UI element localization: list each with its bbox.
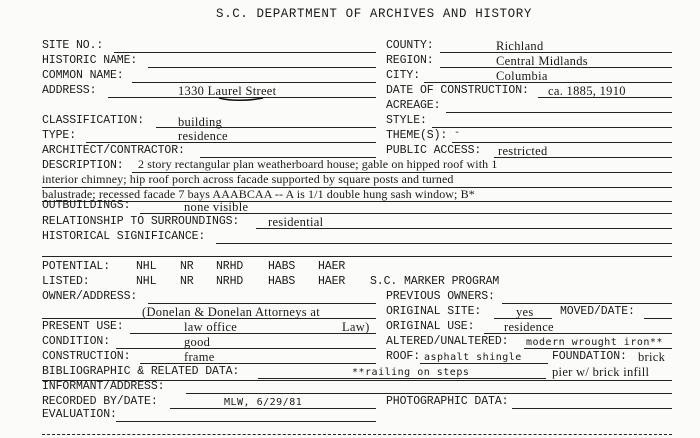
potential-nr: NR	[180, 260, 194, 273]
address-value: 1330 Laurel Street	[178, 84, 277, 98]
altered-value: modern wrought iron**	[526, 337, 663, 348]
roof-label: ROOF:	[386, 350, 421, 363]
owner-value-end: Law)	[342, 320, 370, 334]
relationship-label: RELATIONSHIP TO SURROUNDINGS:	[42, 215, 240, 228]
form-title: S.C. DEPARTMENT OF ARCHIVES AND HISTORY	[216, 7, 532, 21]
bibliographic-note: **railing on steps	[352, 367, 470, 378]
county-line	[440, 52, 672, 53]
description-line-2: interior chimney; hip roof porch across facade supported by square posts and turned	[42, 172, 454, 186]
site-no-line	[114, 52, 376, 53]
previous-owners-label: PREVIOUS OWNERS:	[386, 290, 495, 303]
site-no-label: SITE NO.:	[42, 39, 104, 52]
listed-haer: HAER	[318, 275, 346, 288]
description-label: DESCRIPTION:	[42, 159, 124, 172]
bibliographic-rule-2	[42, 380, 672, 381]
acreage-line	[446, 112, 672, 113]
roof-value: asphalt shingle	[424, 352, 522, 363]
outbuildings-label: OUTBUILDINGS:	[42, 199, 131, 212]
listed-nr: NR	[180, 275, 194, 288]
present-use-value: law office	[184, 320, 238, 334]
owner-label: OWNER/ADDRESS:	[42, 290, 138, 303]
potential-label: POTENTIAL:	[42, 260, 111, 273]
theme-line	[452, 142, 672, 143]
description-line-1: 2 story rectangular plan weatherboard house; gable on hipped roof with 1	[138, 157, 498, 171]
altered-label: ALTERED/UNALTERED:	[386, 335, 509, 348]
listed-nhl: NHL	[136, 275, 157, 288]
condition-label: CONDITION:	[42, 335, 111, 348]
bibliographic-label: BIBLIOGRAPHIC & RELATED DATA:	[42, 365, 240, 378]
handwritten-underline-mark	[218, 96, 264, 102]
moved-date-line	[644, 318, 672, 319]
region-value: Central Midlands	[496, 54, 588, 68]
date-of-construction-value: ca. 1885, 1910	[548, 84, 626, 98]
photographic-line	[512, 408, 672, 409]
informant-label: INFORMANT/ADDRESS:	[42, 380, 165, 393]
potential-haer: HAER	[318, 260, 346, 273]
owner-value: (Donelan & Donelan Attorneys at	[142, 305, 321, 319]
informant-line	[186, 393, 672, 394]
city-label: CITY:	[386, 69, 421, 82]
previous-owners-line	[502, 303, 672, 304]
date-of-construction-label: DATE OF CONSTRUCTION:	[386, 84, 529, 97]
public-access-label: PUBLIC ACCESS:	[386, 144, 482, 157]
significance-rule-2	[42, 256, 672, 257]
present-use-line	[130, 333, 376, 334]
bottom-rule	[42, 434, 672, 435]
listed-label: LISTED:	[42, 275, 90, 288]
altered-line	[524, 348, 672, 349]
recorded-value: MLW, 6/29/81	[224, 397, 303, 408]
classification-label: CLASSIFICATION:	[42, 114, 145, 127]
construction-label: CONSTRUCTION:	[42, 350, 131, 363]
foundation-value-cont: pier w/ brick infill	[552, 365, 650, 379]
public-access-value: restricted	[498, 144, 548, 158]
present-use-label: PRESENT USE:	[42, 320, 124, 333]
original-use-value: residence	[504, 320, 554, 334]
style-line	[432, 127, 672, 128]
original-site-label: ORIGINAL SITE:	[386, 305, 482, 318]
historic-name-label: HISTORIC NAME:	[42, 54, 138, 67]
original-use-label: ORIGINAL USE:	[386, 320, 475, 333]
theme-label: THEME(S):	[386, 129, 448, 142]
owner-line	[148, 303, 376, 304]
type-value: residence	[178, 129, 228, 143]
description-rule-3	[42, 201, 672, 202]
city-value: Columbia	[496, 69, 548, 83]
marker-program-label: S.C. MARKER PROGRAM	[370, 275, 500, 288]
common-name-line	[132, 82, 376, 83]
description-line-3: balustrade; recessed facade 7 bays AAABCAA -- A is 1/1 double hung sash window; B*	[42, 187, 475, 201]
listed-habs: HABS	[268, 275, 296, 288]
potential-habs: HABS	[268, 260, 296, 273]
bibliographic-line	[258, 378, 546, 379]
moved-date-label: MOVED/DATE:	[560, 305, 635, 318]
roof-line	[420, 363, 548, 364]
potential-nrhd: NRHD	[216, 260, 244, 273]
recorded-label: RECORDED BY/DATE:	[42, 395, 158, 408]
potential-nhl: NHL	[136, 260, 157, 273]
construction-value: frame	[184, 350, 215, 364]
address-label: ADDRESS:	[42, 84, 97, 97]
type-label: TYPE:	[42, 129, 77, 142]
city-line	[424, 82, 672, 83]
theme-mark: -	[454, 127, 461, 138]
county-label: COUNTY:	[386, 39, 434, 52]
outbuildings-value: none visible	[184, 200, 249, 214]
county-value: Richland	[496, 39, 544, 53]
original-site-value: yes	[516, 305, 534, 319]
recorded-line	[170, 408, 376, 409]
common-name-label: COMMON NAME:	[42, 69, 124, 82]
historic-name-line	[148, 67, 376, 68]
type-line	[86, 142, 376, 143]
classification-value: building	[178, 115, 223, 129]
construction-line	[140, 363, 376, 364]
foundation-label: FOUNDATION:	[552, 350, 627, 363]
style-label: STYLE:	[386, 114, 427, 127]
outbuildings-line	[140, 213, 672, 214]
listed-nrhd: NRHD	[216, 275, 244, 288]
evaluation-line	[116, 421, 376, 422]
condition-line	[116, 348, 376, 349]
evaluation-label: EVALUATION:	[42, 408, 117, 421]
owner-rule-2	[42, 318, 376, 319]
acreage-label: ACREAGE:	[386, 99, 441, 112]
foundation-value: brick	[638, 350, 666, 364]
region-label: REGION:	[386, 54, 434, 67]
photographic-label: PHOTOGRAPHIC DATA:	[386, 395, 509, 408]
condition-value: good	[184, 335, 211, 349]
relationship-value: residential	[268, 215, 324, 229]
architect-label: ARCHITECT/CONTRACTOR:	[42, 144, 185, 157]
significance-line	[216, 243, 672, 244]
significance-label: HISTORICAL SIGNIFICANCE:	[42, 230, 206, 243]
